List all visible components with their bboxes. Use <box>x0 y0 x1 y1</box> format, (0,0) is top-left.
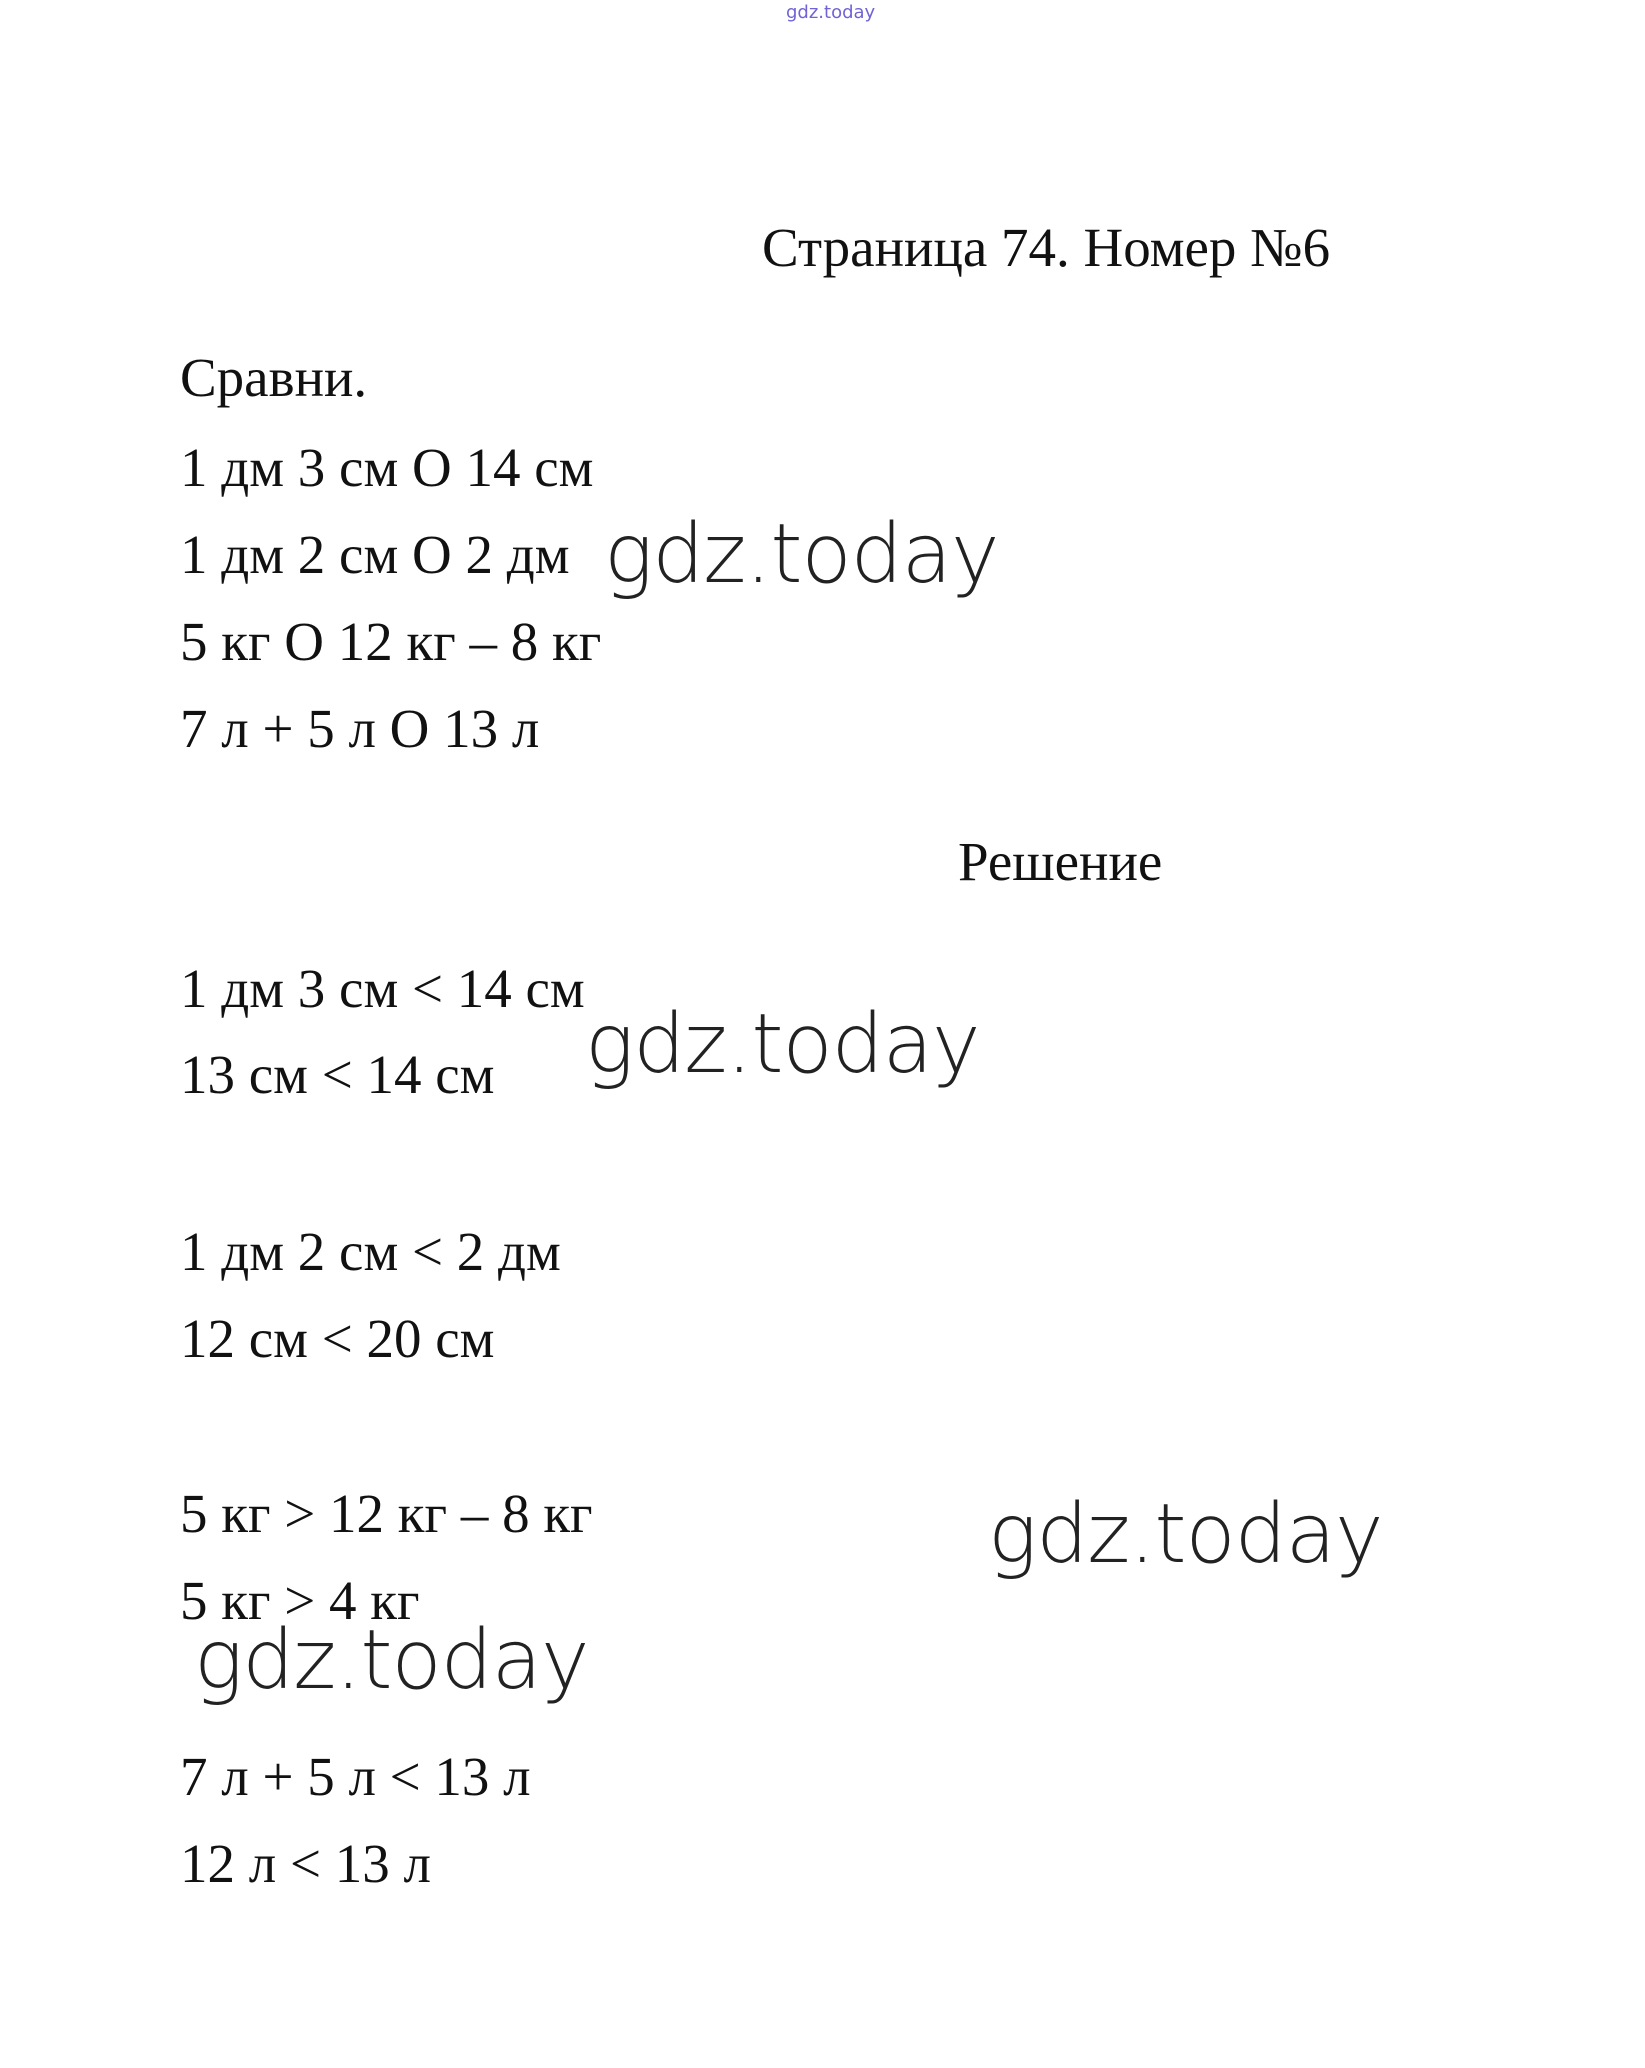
solution-line-1a: 1 дм 3 см < 14 см <box>180 958 585 1019</box>
task-line-3: 5 кг O 12 кг – 8 кг <box>180 611 602 672</box>
solution-line-2b: 12 см < 20 см <box>180 1308 495 1369</box>
watermark-1: gdz.today <box>604 507 999 602</box>
top-watermark: gdz.today <box>786 2 876 23</box>
task-line-2: 1 дм 2 см O 2 дм <box>180 524 570 585</box>
solution-line-2a: 1 дм 2 см < 2 дм <box>180 1221 561 1282</box>
watermark-3: gdz.today <box>988 1487 1383 1582</box>
task-heading: Сравни. <box>180 347 368 408</box>
solution-line-3a: 5 кг > 12 кг – 8 кг <box>180 1483 593 1544</box>
solution-line-4a: 7 л + 5 л < 13 л <box>180 1746 531 1807</box>
solution-heading: Решение <box>958 831 1163 892</box>
task-line-4: 7 л + 5 л O 13 л <box>180 698 540 759</box>
solution-line-3b: 5 кг > 4 кг <box>180 1570 420 1631</box>
solution-line-4b: 12 л < 13 л <box>180 1833 431 1894</box>
solution-line-1b: 13 см < 14 см <box>180 1044 495 1105</box>
watermark-2: gdz.today <box>585 997 980 1092</box>
page-title: Страница 74. Номер №6 <box>762 217 1331 278</box>
watermark-4: gdz.today <box>194 1613 589 1708</box>
task-line-1: 1 дм 3 см O 14 см <box>180 437 594 498</box>
